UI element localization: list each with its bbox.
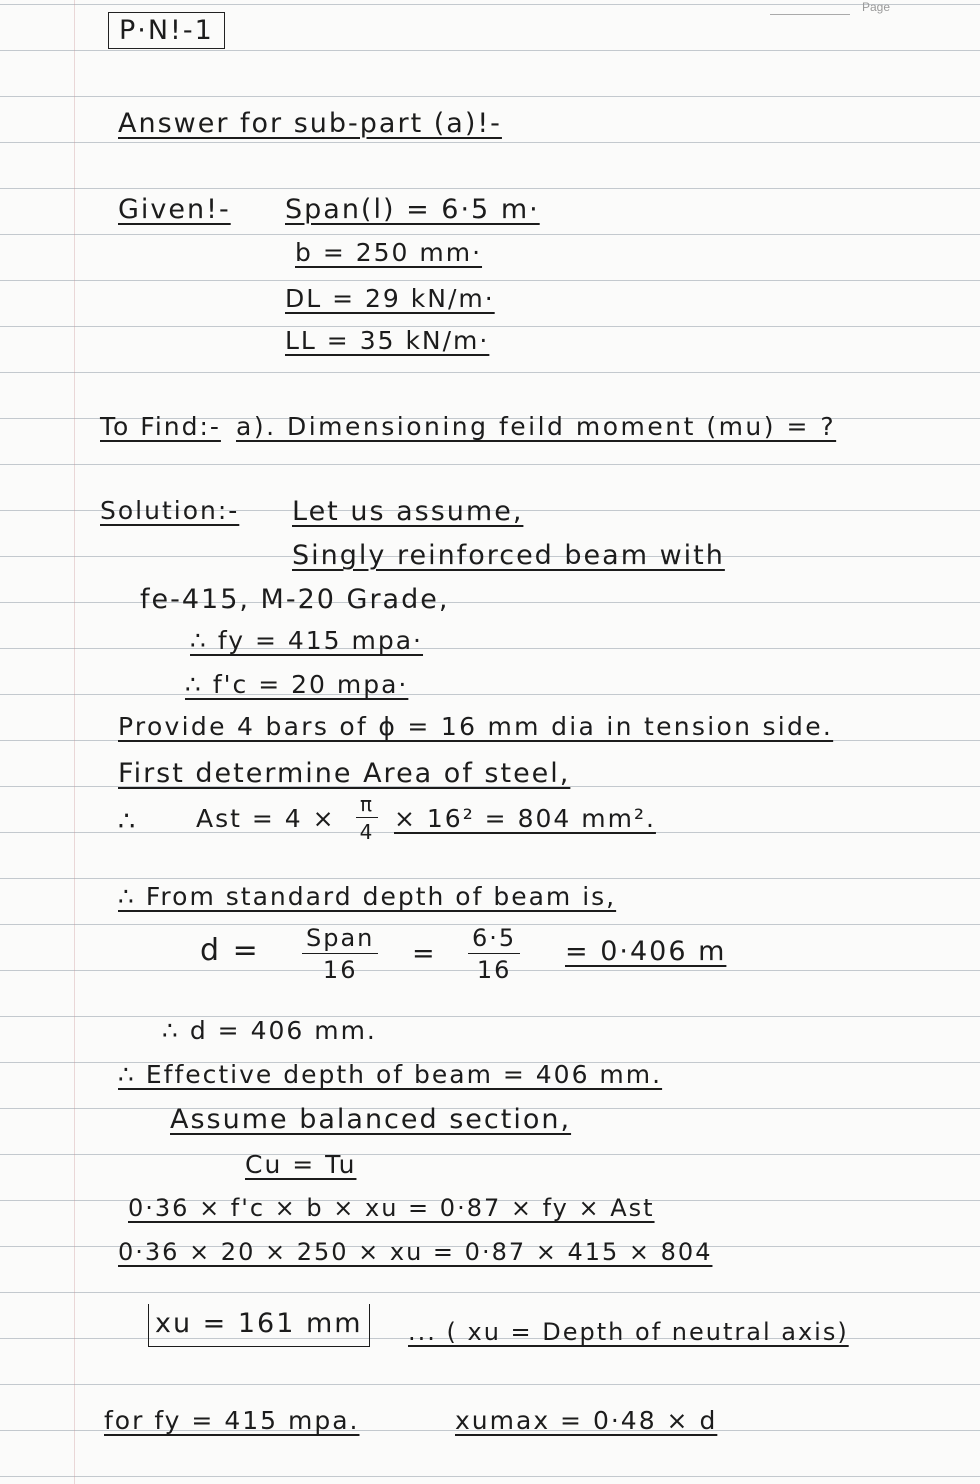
given-span: Span(l) = 6·5 m· [285,194,540,225]
page-number-label: P·N!-1 [108,12,225,49]
xu-note: ... ( xu = Depth of neutral axis) [408,1318,849,1346]
given-live-load: LL = 35 kN/m· [285,326,490,355]
solution-line-fy: ∴ fy = 415 mpa· [190,626,424,655]
depth-fraction-span-denominator: 16 [322,956,358,984]
last-line-fy: for fy = 415 mpa. [104,1406,360,1435]
ast-fraction-denominator: 4 [359,820,375,844]
page-stamp-line [770,14,850,15]
equation-symbolic: 0·36 × f'c × b × xu = 0·87 × fy × Ast [128,1194,655,1222]
cu-equals-tu: Cu = Tu [245,1150,357,1179]
solution-line-area-intro: First determine Area of steel, [118,758,571,789]
depth-intro: ∴ From standard depth of beam is, [118,882,617,911]
solution-line-grade: fe-415, M-20 Grade, [140,584,450,615]
depth-equals: = [412,938,437,969]
to-find-text: a). Dimensioning feild moment (mu) = ? [236,412,837,441]
solution-line-beam: Singly reinforced beam with [292,540,725,571]
page-margin-line [74,0,75,1484]
ast-right: × 16² = 804 mm². [394,804,656,833]
heading: Answer for sub-part (a)!- [118,108,502,139]
ast-therefore: ∴ [118,806,138,837]
given-dead-load: DL = 29 kN/m· [285,284,495,313]
ast-fraction-numerator: π [356,794,378,818]
ast-left: Ast = 4 × [196,804,336,833]
ast-fraction [356,794,378,842]
solution-line-fck: ∴ f'c = 20 mpa· [185,670,409,699]
page-stamp: Page [861,0,890,14]
depth-d: d = [200,933,260,968]
depth-fraction-span-numerator: Span [302,926,378,954]
depth-result: = 0·406 m [565,936,727,967]
depth-fraction-value-numerator: 6·5 [468,926,520,954]
last-line-xumax: xumax = 0·48 × d [455,1406,718,1435]
given-label: Given!- [118,194,231,225]
balanced-section: Assume balanced section, [170,1104,572,1135]
depth-fraction-span [302,926,378,982]
solution-line-assume: Let us assume, [292,496,524,527]
to-find-label: To Find:- [100,412,221,441]
solution-label: Solution:- [100,496,240,525]
xu-result-box: xu = 161 mm [148,1304,370,1347]
depth-d-mm: ∴ d = 406 mm. [162,1016,377,1045]
effective-depth: ∴ Effective depth of beam = 406 mm. [118,1060,663,1089]
equation-numeric: 0·36 × 20 × 250 × xu = 0·87 × 415 × 804 [118,1238,713,1266]
depth-fraction-value [468,926,520,982]
solution-line-bars: Provide 4 bars of ϕ = 16 mm dia in tension side. [118,712,834,741]
given-width: b = 250 mm· [295,238,483,267]
depth-fraction-value-denominator: 16 [476,956,512,984]
